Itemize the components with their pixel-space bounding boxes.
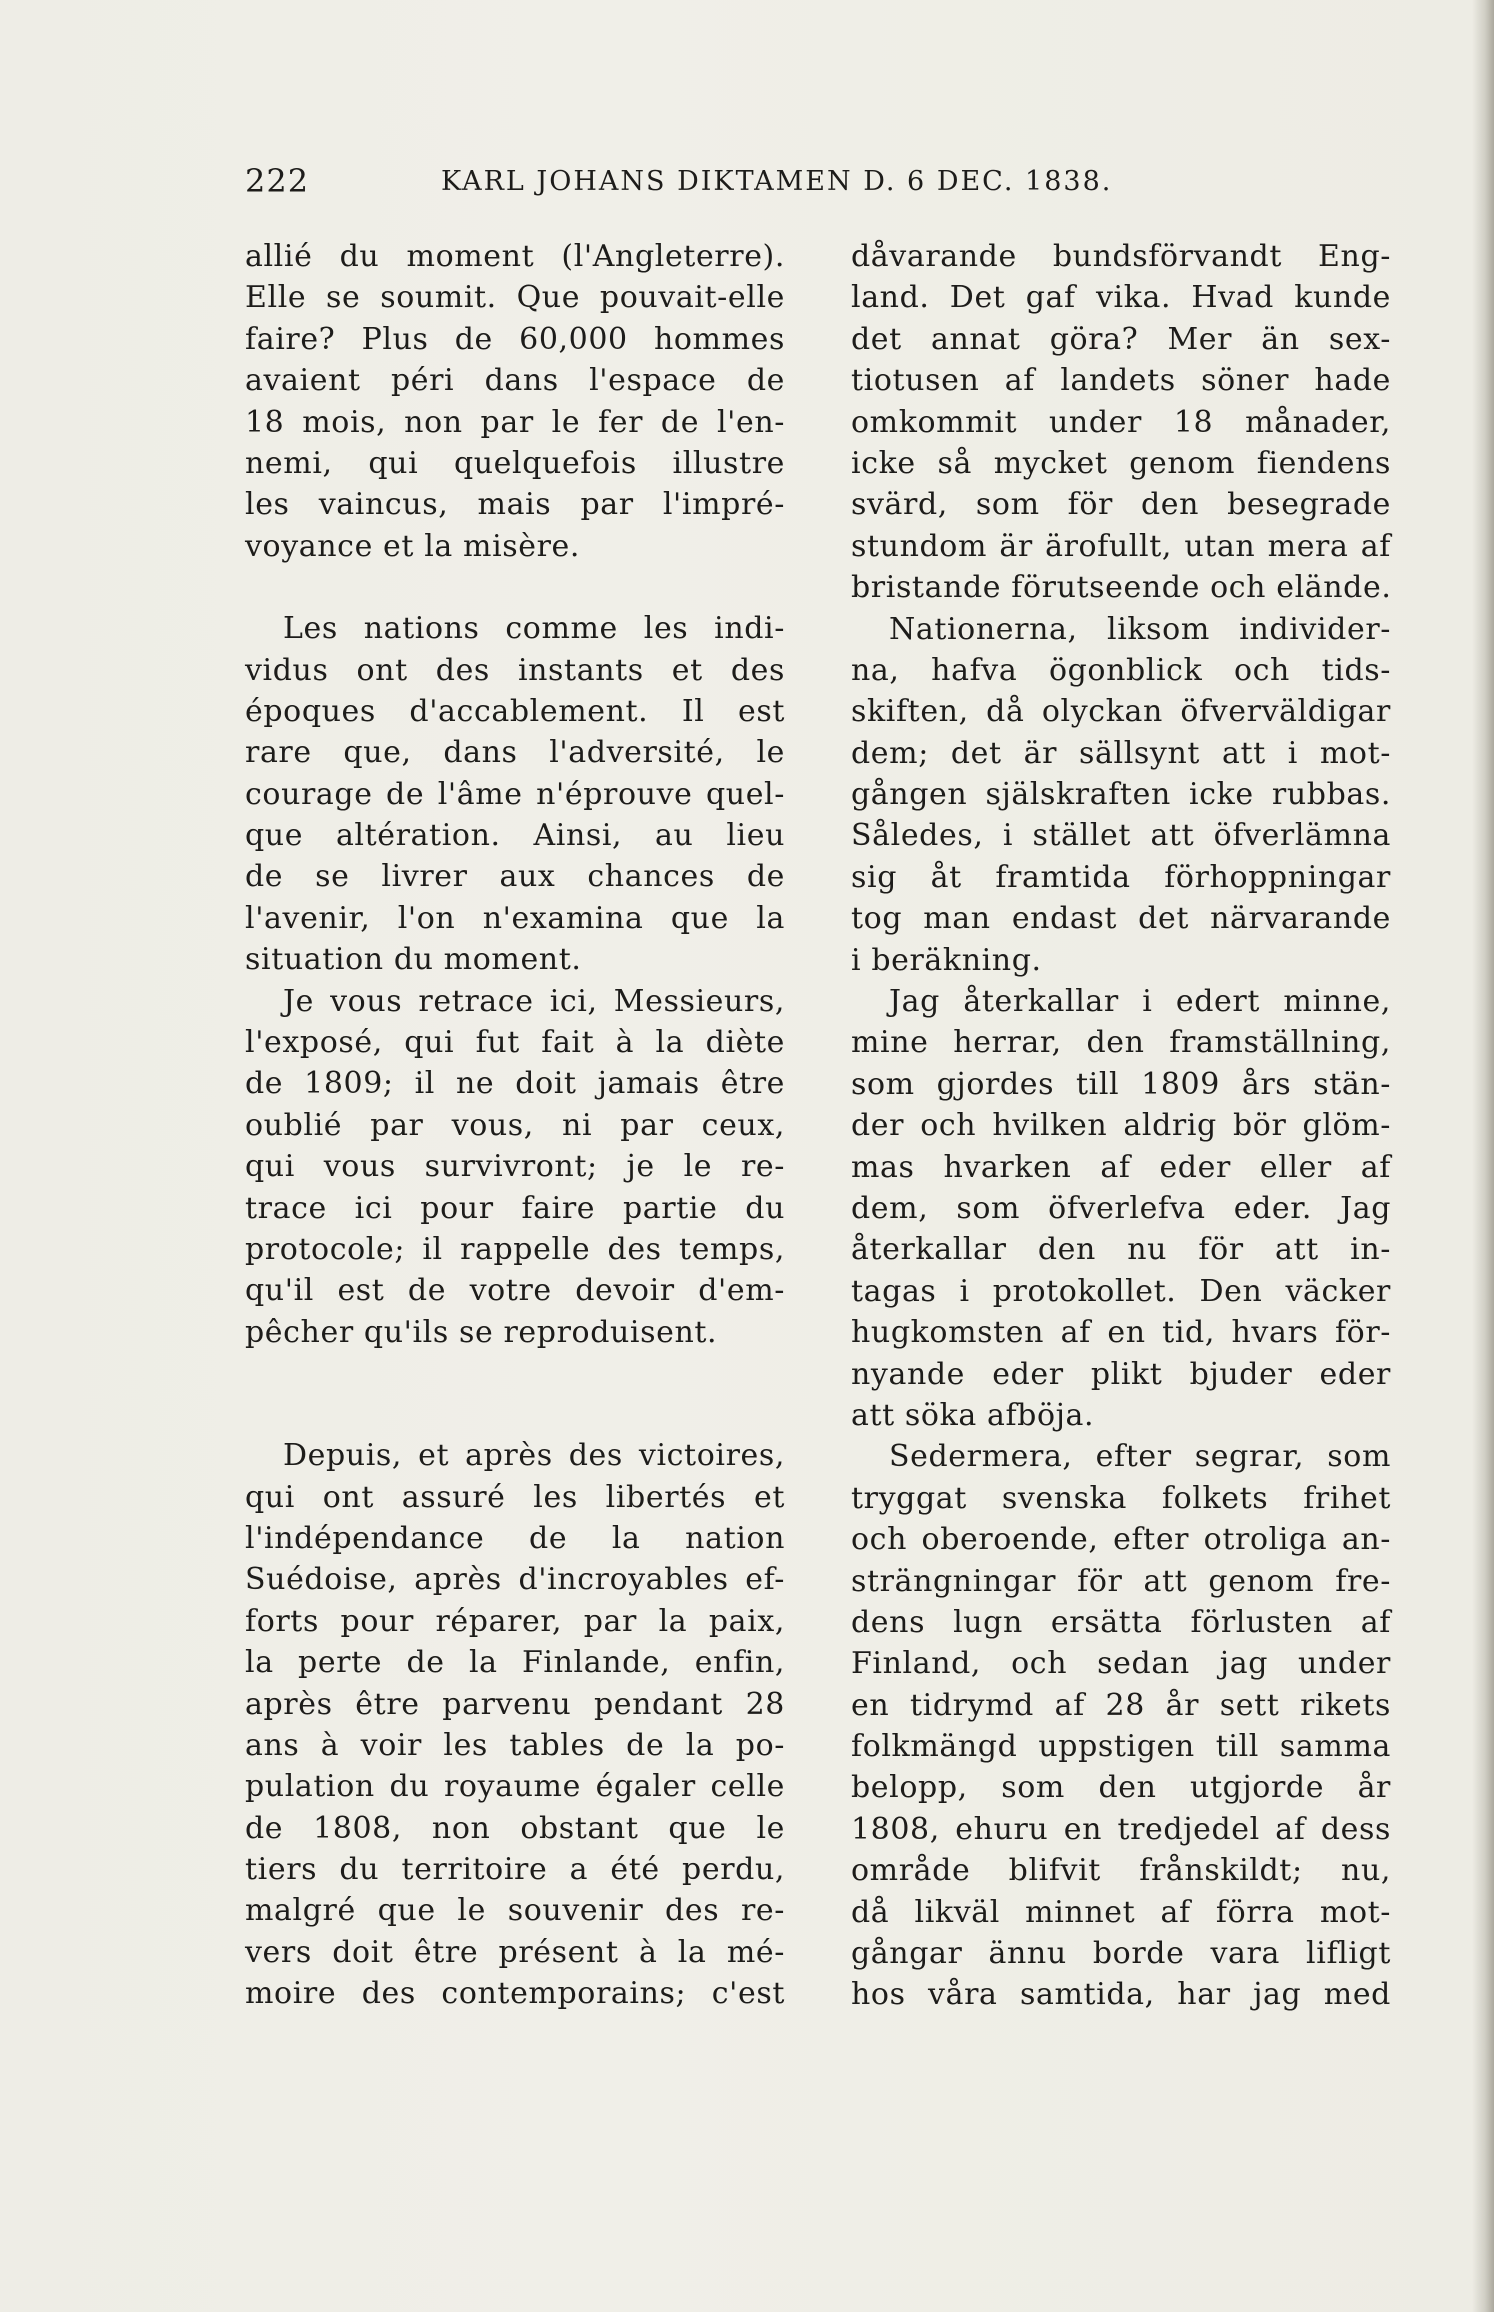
- text-line: folkmängd uppstigen till samma: [851, 1729, 1391, 1765]
- text-line: protocole; il rappelle des temps,: [245, 1231, 785, 1267]
- right-column-swedish: [851, 236, 1391, 2016]
- text-line: tryggat svenska folkets frihet: [851, 1480, 1391, 1516]
- text-line: gångar ännu borde vara lifligt: [851, 1936, 1391, 1972]
- text-line: que altération. Ainsi, au lieu: [245, 818, 785, 854]
- text-line: de 1809; il ne doit jamais être: [245, 1066, 785, 1102]
- text-line: Sedermera, efter segrar, som: [889, 1439, 1391, 1475]
- text-line: tiotusen af landets söner hade: [851, 363, 1391, 399]
- text-line: ans à voir les tables de la po-: [245, 1727, 785, 1763]
- text-line: mine herrar, den framställning,: [851, 1025, 1391, 1061]
- text-line: nyande eder plikt bjuder eder: [851, 1356, 1391, 1392]
- text-line: l'avenir, l'on n'examina que la: [245, 900, 785, 936]
- text-line: situation du moment.: [245, 942, 582, 978]
- text-line: oublié par vous, ni par ceux,: [245, 1107, 785, 1143]
- text-line: gången själskraften icke rubbas.: [851, 777, 1391, 813]
- text-line: återkallar den nu för att in-: [851, 1232, 1391, 1268]
- text-line: allié du moment (l'Angleterre).: [245, 239, 785, 274]
- paragraph-gap: [245, 1353, 785, 1435]
- paragraph: [851, 236, 1391, 609]
- text-line: moire des contemporains; c'est: [245, 1976, 785, 2012]
- text-line: malgré que le souvenir des re-: [245, 1893, 785, 1929]
- paragraph: [245, 236, 785, 567]
- text-line: nemi, qui quelquefois illustre: [245, 445, 785, 481]
- text-line: les vaincus, mais par l'impré-: [245, 487, 785, 523]
- text-line: tog man endast det närvarande: [851, 901, 1391, 937]
- text-line: svärd, som för den besegrade: [851, 487, 1391, 523]
- text-line: qui ont assuré les libertés et: [245, 1479, 785, 1515]
- running-title: KARL JOHANS DIKTAMEN D. 6 DEC. 1838.: [441, 166, 1113, 197]
- text-line: qu'il est de votre devoir d'em-: [245, 1273, 785, 1309]
- text-line: rare que, dans l'adversité, le: [245, 735, 785, 771]
- text-line: hugkomsten af en tid, hvars för-: [851, 1315, 1391, 1351]
- text-line: då likväl minnet af förra mot-: [851, 1894, 1391, 1930]
- paragraph: [245, 1435, 785, 2014]
- text-line: Depuis, et après des victoires,: [283, 1438, 785, 1474]
- text-line: bristande förutseende och elände.: [851, 570, 1392, 606]
- text-line: avaient péri dans l'espace de: [245, 363, 785, 399]
- text-line: land. Det gaf vika. Hvad kunde: [851, 280, 1391, 316]
- text-line: l'indépendance de la nation: [245, 1520, 785, 1556]
- text-line: strängningar för att genom fre-: [851, 1563, 1391, 1599]
- text-line: faire? Plus de 60,000 hommes: [245, 321, 785, 357]
- text-line: icke så mycket genom fiendens: [851, 445, 1391, 481]
- text-line: Således, i stället att öfverlämna: [851, 818, 1391, 854]
- text-line: de 1808, non obstant que le: [245, 1810, 785, 1846]
- text-line: dåvarande bundsförvandt Eng-: [851, 239, 1391, 274]
- text-line: som gjordes till 1809 års stän-: [851, 1066, 1391, 1102]
- text-line: après être parvenu pendant 28: [245, 1686, 785, 1722]
- text-line: en tidrymd af 28 år sett rikets: [851, 1687, 1391, 1723]
- text-line: courage de l'âme n'éprouve quel-: [245, 776, 785, 812]
- paragraph: [245, 981, 785, 1354]
- paragraph-gap: [245, 567, 785, 608]
- text-line: na, hafva ögonblick och tids-: [851, 652, 1391, 688]
- text-line: hos våra samtida, har jag med: [851, 1977, 1391, 2013]
- text-line: trace ici pour faire partie du: [245, 1190, 785, 1226]
- text-line: Jag återkallar i edert minne,: [889, 984, 1391, 1020]
- text-line: område blifvit frånskildt; nu,: [851, 1853, 1391, 1889]
- text-line: 1808, ehuru en tredjedel af dess: [851, 1811, 1391, 1847]
- text-line: époques d'accablement. Il est: [245, 693, 785, 729]
- text-line: dem; det är sällsynt att i mot-: [851, 735, 1391, 771]
- text-line: tagas i protokollet. Den väcker: [851, 1273, 1391, 1309]
- text-line: dens lugn ersätta förlusten af: [851, 1604, 1391, 1640]
- text-line: vers doit être présent à la mé-: [245, 1934, 785, 1970]
- text-line: qui vous survivront; je le re-: [245, 1149, 785, 1185]
- text-line: skiften, då olyckan öfverväldigar: [851, 694, 1391, 730]
- paragraph: [851, 609, 1391, 982]
- text-line: belopp, som den utgjorde år: [851, 1770, 1391, 1806]
- text-line: tiers du territoire a été perdu,: [245, 1852, 785, 1888]
- text-line: Les nations comme les indi-: [283, 611, 785, 647]
- text-line: dem, som öfverlefva eder. Jag: [851, 1190, 1391, 1226]
- text-line: omkommit under 18 månader,: [851, 404, 1391, 440]
- text-line: de se livrer aux chances de: [245, 859, 785, 895]
- text-line: stundom är ärofullt, utan mera af: [851, 528, 1391, 564]
- left-column-french: [245, 236, 785, 2015]
- text-line: 18 mois, non par le fer de l'en-: [245, 404, 785, 440]
- text-line: Je vous retrace ici, Messieurs,: [283, 983, 785, 1019]
- text-line: det annat göra? Mer än sex-: [851, 321, 1391, 357]
- page-edge-shadow: [1472, 0, 1494, 2312]
- text-line: forts pour réparer, par la paix,: [245, 1603, 785, 1639]
- text-line: vidus ont des instants et des: [245, 652, 785, 688]
- paragraph: [851, 1436, 1391, 2015]
- text-line: Nationerna, liksom individer-: [889, 611, 1391, 647]
- page-header: [245, 162, 1385, 212]
- text-line: la perte de la Finlande, enfin,: [245, 1645, 785, 1681]
- text-line: l'exposé, qui fut fait à la diète: [245, 1025, 785, 1061]
- text-line: pulation du royaume égaler celle: [245, 1769, 785, 1805]
- text-line: i beräkning.: [851, 942, 1042, 978]
- paragraph: [851, 981, 1391, 1436]
- text-line: att söka afböja.: [851, 1397, 1095, 1433]
- text-line: och oberoende, efter otroliga an-: [851, 1522, 1391, 1558]
- text-line: Elle se soumit. Que pouvait-elle: [245, 280, 785, 316]
- text-line: voyance et la misère.: [245, 528, 581, 564]
- text-line: der och hvilken aldrig bör glöm-: [851, 1108, 1391, 1144]
- text-line: sig åt framtida förhoppningar: [851, 859, 1391, 895]
- text-line: Suédoise, après d'incroyables ef-: [245, 1562, 785, 1598]
- text-line: mas hvarken af eder eller af: [851, 1149, 1391, 1185]
- paragraph: [245, 608, 785, 981]
- text-line: pêcher qu'ils se reproduisent.: [245, 1314, 718, 1350]
- page-number: 222: [245, 162, 310, 200]
- text-line: Finland, och sedan jag under: [851, 1646, 1391, 1682]
